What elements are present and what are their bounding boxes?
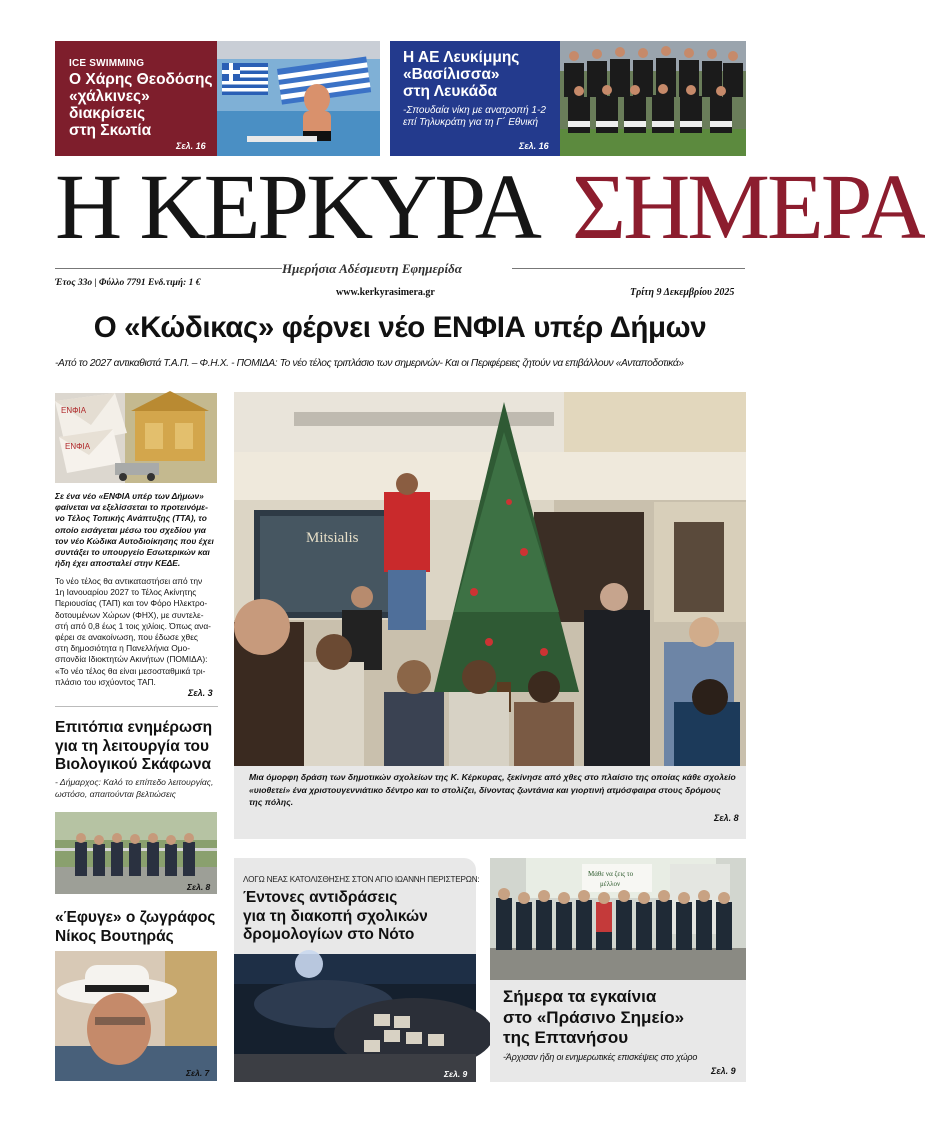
enfia-page: Σελ. 3 xyxy=(188,688,213,698)
painter-photo xyxy=(55,951,217,1081)
promo-title: Η ΑΕ Λευκίμμης «Βασίλισσα» στη Λευκάδα xyxy=(403,49,520,100)
promo-page: Σελ. 16 xyxy=(176,141,206,151)
green-point-title: Σήμερα τα εγκαίνια στο «Πράσινο Σημείο» της Επτανήσου xyxy=(503,987,685,1047)
promo-page: Σελ. 16 xyxy=(519,141,549,151)
enfia-label-1: ΕΝΦΙΑ xyxy=(61,406,87,415)
promo-title: Ο Χάρης Θεοδόσης «χάλκινες» διακρίσεις στη Σκωτία xyxy=(69,71,213,139)
landslide-photo-page: Σελ. 9 xyxy=(444,1069,468,1079)
tagline-rule-left xyxy=(55,268,282,269)
divider xyxy=(55,706,218,707)
promo-kicker: ICE SWIMMING xyxy=(69,58,145,69)
main-photo xyxy=(234,392,746,766)
team-photo xyxy=(560,41,746,156)
enfia-body: Το νέο τέλος θα αντικαταστήσει από την 1η Ιανουαρίου 2027 το Τέλος Ακίνητης Περιουσίας (ΤΑΠ) και τον Φόρο Ηλεκτρο- δοτουμένων Χώρων (ΦΗΧ), με συντελε- στή από 0,8 έως 1 τοις χιλίοις. Όπως ανα- φέρει σε ανακοίνωση, που έδωσε χθες στη δημοσιότητα η Πανελλήνια Ομο- σπονδία Ιδιοκτητών Ακινήτων (ΠΟΜΙΔΑ): «Το νέο τέλος θα είναι μεσοσταθμικά τρι- πλάσιο του ισχύοντος ΤΑΠ. xyxy=(55,576,211,687)
enfia-label-2: ΕΝΦΙΑ xyxy=(65,442,91,451)
biological-title[interactable]: Επιτόπια ενημέρωση για τη λειτουργία του Βιολογικού Σκάφωνα xyxy=(55,719,213,773)
masthead xyxy=(55,156,925,259)
school-routes-title: Έντονες αντιδράσεις για τη διακοπή σχολικών δρομολογίων στο Νότο xyxy=(243,889,428,943)
biological-sub: - Δήμαρχος: Καλό το επίπεδο λειτουργίας, ωστόσο, απαιτούνται βελτιώσεις xyxy=(55,777,214,799)
main-photo-caption: Μια όμορφη δράση των δημοτικών σχολείων της Κ. Κέρκυρας, ξεκίνησε από χθες στο πλαίσιο της οποίας κάθε σχολείο «υιοθετεί» ένα χριστουγεννιάτικο δέντρο και το στολίζει, δίνοντας ζωντάνια και γιορτινή ατμόσφαιρα στους δρόμους της πόλης. xyxy=(249,772,736,807)
masthead-part2: ΣΗΜΕΡΑ xyxy=(571,156,925,259)
biological-photo xyxy=(55,812,217,894)
tagline-rule-right xyxy=(512,268,745,269)
swimmer-photo xyxy=(217,41,380,156)
green-point-page: Σελ. 9 xyxy=(711,1066,736,1076)
masthead-part1: Η ΚΕΡΚΥΡΑ xyxy=(55,156,534,259)
landslide-photo xyxy=(234,954,476,1082)
main-photo-page: Σελ. 8 xyxy=(714,813,739,823)
school-routes-kicker: ΛΟΓΩ ΝΕΑΣ ΚΑΤΟΛΙΣΘΗΣΗΣ ΣΤΟΝ ΑΓΙΟ ΙΩΑΝΝΗ ΠΕΡΙΣΤΕΡΩΝ: xyxy=(243,875,480,884)
enfia-intro: Σε ένα νέο «ΕΝΦΙΑ υπέρ των Δήμων» φαίνεται να εξελίσσεται το προτεινόμε- νο Τέλος Τοπικής Ανάπτυξης (ΤΤΑ), το οποίο εισάγεται μέσω του σχεδίου για τον νέο Κώδικα Αυτοδιοίκησης που έχει συντάξει το υπουργείο Εσωτερικών και ήδη έχει αποσταλεί στην ΚΕΔΕ. xyxy=(55,491,214,569)
issue-date: Τρίτη 9 Δεκεμβρίου 2025 xyxy=(630,287,735,298)
sign-line-2: μέλλον xyxy=(600,880,621,888)
biological-photo-page: Σελ. 8 xyxy=(187,882,211,892)
enfia-photo xyxy=(55,393,217,483)
promo-ae-lefkimmis[interactable] xyxy=(390,41,746,156)
green-point-sub: -Άρχισαν ήδη οι ενημερωτικές επισκέψεις στο χώρο xyxy=(503,1052,698,1062)
issue-info: Έτος 33ο | Φύλλο 7791 Ενδ.τιμή: 1 € xyxy=(55,278,201,288)
sign-line-1: Μάθε να ζεις το xyxy=(588,870,634,878)
storefront-sign: Mitsialis xyxy=(306,530,359,546)
promo-ice-swimming[interactable] xyxy=(55,41,380,156)
painter-photo-page: Σελ. 7 xyxy=(186,1068,210,1078)
tagline: Ημερήσια Αδέσμευτη Εφημερίδα xyxy=(282,261,462,276)
lead-subhead: -Από το 2027 αντικαθιστά Τ.Α.Π. – Φ.Η.Χ. - ΠΟΜΙΔΑ: Το νέο τέλος τριπλάσιο των σημερινών- Και οι Περιφέρειες ζητούν να επιβάλλουν «Ανταποδοτικά» xyxy=(55,358,684,369)
lead-headline[interactable]: Ο «Κώδικας» φέρνει νέο ΕΝΦΙΑ υπέρ Δήμων xyxy=(93,311,707,344)
promo-subtitle: -Σπουδαία νίκη με ανατροπή 1-2 επί Τηλυκράτη για τη Γ΄ Εθνική xyxy=(403,105,546,128)
website-link[interactable]: www.kerkyrasimera.gr xyxy=(336,287,435,298)
painter-title[interactable]: «Έφυγε» ο ζωγράφος Νίκος Βουτηράς xyxy=(55,909,216,945)
green-point-photo xyxy=(490,858,746,980)
